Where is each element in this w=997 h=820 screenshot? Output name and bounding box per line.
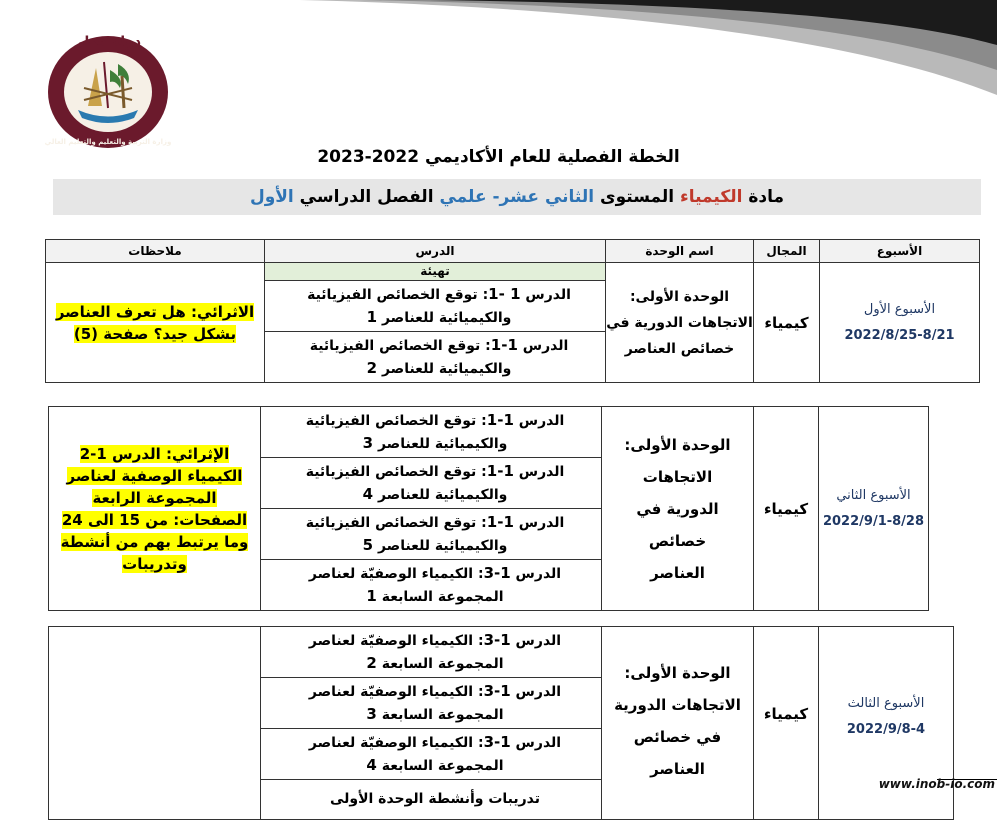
lesson-prefix: الدرس	[510, 684, 562, 700]
unit-activities: تدريبات وأنشطة الوحدة الأولى	[329, 791, 541, 807]
unit-line: الاتجاهات الدورية	[614, 696, 741, 714]
lesson-part: 1	[366, 308, 378, 326]
lesson-part: 1	[366, 587, 377, 605]
lesson-title-cont: والكيميائية للعناصر	[373, 538, 508, 554]
unit-cell	[606, 263, 754, 383]
lesson-title-cont: والكيميائية للعناصر	[373, 436, 508, 452]
unit-cell	[602, 407, 754, 611]
logo-emblem-text: دولة قطر	[74, 34, 142, 50]
lesson-title-cont: والكيميائية للعناصر	[373, 487, 508, 503]
lesson-title-cont: المجموعة السابعة	[376, 707, 504, 723]
unit-line: الوحدة الأولى:	[624, 664, 731, 682]
lesson-number: 1-3	[483, 631, 511, 649]
field-cell: كيمياء	[754, 263, 820, 383]
lesson-number: 1-3	[483, 733, 511, 751]
semester-prefix: الفصل الدراسي	[293, 187, 440, 207]
semester-name: الأول	[249, 187, 294, 207]
lesson-title: : توقع الخصائص الفيزيائية	[307, 287, 489, 303]
unit-line: خصائص	[648, 531, 707, 550]
lesson-prefix: الدرس	[520, 287, 571, 303]
lesson-part: 3	[366, 705, 377, 723]
lesson-title: : الكيمياء الوصفيّة لعناصر	[308, 633, 484, 649]
lesson-title: : الكيمياء الوصفيّة لعناصر	[308, 684, 484, 700]
lesson-title-cont: المجموعة السابعة	[376, 656, 504, 672]
unit-line: الاتجاهات الدورية في	[606, 314, 753, 331]
enrichment-note: الإثرائي: الدرس 1-2 الكيمياء الوصفية لعناصر المجموعة الرابعة الصفحات: من 15 الى 24 وما يرتبط بهم من أنشطة وتدريبات	[60, 444, 249, 573]
unit-line: العناصر	[650, 760, 705, 778]
lesson-part: 3	[362, 434, 374, 452]
lesson-cell	[265, 281, 606, 332]
field-cell: كيمياء	[754, 627, 819, 820]
level-name: الثاني عشر- علمي	[439, 187, 595, 207]
week-name: الأسبوع الثاني	[836, 487, 911, 503]
week-name: الأسبوع الثالث	[847, 696, 925, 711]
week-dates: 2022/9/1-8/28	[822, 513, 925, 529]
lesson-prefix: الدرس	[513, 413, 565, 429]
unit-line: الدورية في	[636, 499, 719, 518]
lesson-title: : توقع الخصائص الفيزيائية	[309, 338, 491, 354]
lesson-title: : الكيمياء الوصفيّة لعناصر	[308, 735, 484, 751]
lesson-cell	[261, 729, 602, 780]
unit-line: الاتجاهات	[642, 467, 713, 486]
notes-cell	[46, 263, 265, 383]
lesson-number: 1-1	[486, 411, 514, 429]
header-week: الأسبوع	[820, 240, 980, 263]
ministry-logo	[38, 28, 178, 153]
unit-line: الوحدة الأولى:	[629, 288, 730, 305]
header-field: المجال	[754, 240, 820, 263]
unit-cell	[602, 627, 754, 820]
lesson-cell	[261, 407, 602, 458]
level-prefix: المستوى	[594, 187, 681, 207]
lesson-prefix: الدرس	[510, 633, 562, 649]
lesson-cell	[261, 509, 602, 560]
lesson-cell	[261, 780, 602, 820]
warmup-cell: تهيئة	[265, 263, 606, 281]
subject-prefix: مادة	[742, 187, 785, 207]
field-cell: كيمياء	[754, 407, 819, 611]
subject-banner	[53, 179, 981, 215]
lesson-part: 2	[366, 359, 378, 377]
lesson-title: : توقع الخصائص الفيزيائية	[305, 515, 487, 531]
lesson-number: 1-1	[486, 462, 514, 480]
plan-title: الخطة الفصلية للعام الأكاديمي 2022-2023	[317, 147, 680, 167]
header-unit: اسم الوحدة	[606, 240, 754, 263]
subject-name: الكيمياء	[680, 187, 743, 207]
week-2-table	[48, 406, 929, 611]
notes-cell	[49, 407, 261, 611]
lesson-prefix: الدرس	[510, 735, 562, 751]
week-cell	[820, 263, 980, 383]
site-watermark: www.inob-io.com	[878, 777, 995, 791]
logo-ring-text: وزارة التربية والتعليم والتعليم العالي	[44, 138, 172, 146]
notes-cell	[49, 627, 261, 820]
lesson-cell	[261, 560, 602, 611]
lesson-prefix: الدرس	[513, 464, 565, 480]
unit-line: خصائص العناصر	[624, 340, 735, 357]
lesson-cell	[261, 678, 602, 729]
lesson-title-cont: والكيميائية للعناصر	[377, 361, 512, 377]
week-1-table	[45, 239, 980, 383]
header-lesson: الدرس	[265, 240, 606, 263]
lesson-cell	[261, 627, 602, 678]
lesson-title-cont: المجموعة السابعة	[376, 758, 504, 774]
lesson-number: 1 -1	[488, 285, 521, 303]
unit-line: في خصائص	[633, 728, 722, 746]
lesson-part: 2	[366, 654, 377, 672]
lesson-cell	[265, 332, 606, 383]
lesson-number: 1-1	[490, 336, 518, 354]
lesson-title-cont: المجموعة السابعة	[376, 589, 504, 605]
week-name: الأسبوع الأول	[863, 301, 936, 317]
lesson-number: 1-3	[483, 682, 511, 700]
header-notes: ملاحظات	[46, 240, 265, 263]
week-cell	[819, 407, 929, 611]
lesson-prefix: الدرس	[517, 338, 569, 354]
table-header-row	[46, 240, 980, 263]
lesson-part: 4	[362, 485, 374, 503]
lesson-part: 5	[362, 536, 374, 554]
lesson-part: 4	[366, 756, 377, 774]
lesson-title: : توقع الخصائص الفيزيائية	[305, 413, 487, 429]
enrichment-note: الاثرائي: هل تعرف العناصر بشكل جيد؟ صفحة (5)	[55, 302, 255, 343]
week-dates: 2022/8/25-8/21	[844, 327, 955, 343]
lesson-title-cont: والكيميائية للعناصر	[377, 310, 512, 326]
lesson-title: : الكيمياء الوصفيّة لعناصر	[308, 566, 484, 582]
unit-line: العناصر	[650, 563, 705, 582]
lesson-prefix: الدرس	[510, 566, 562, 582]
lesson-title: : توقع الخصائص الفيزيائية	[305, 464, 487, 480]
lesson-cell	[261, 458, 602, 509]
week-dates: 2022/9/8-4	[846, 722, 926, 737]
lesson-number: 1-3	[483, 564, 511, 582]
lesson-number: 1-1	[486, 513, 514, 531]
week-3-table	[48, 626, 954, 820]
lesson-prefix: الدرس	[513, 515, 565, 531]
unit-line: الوحدة الأولى:	[624, 435, 731, 454]
